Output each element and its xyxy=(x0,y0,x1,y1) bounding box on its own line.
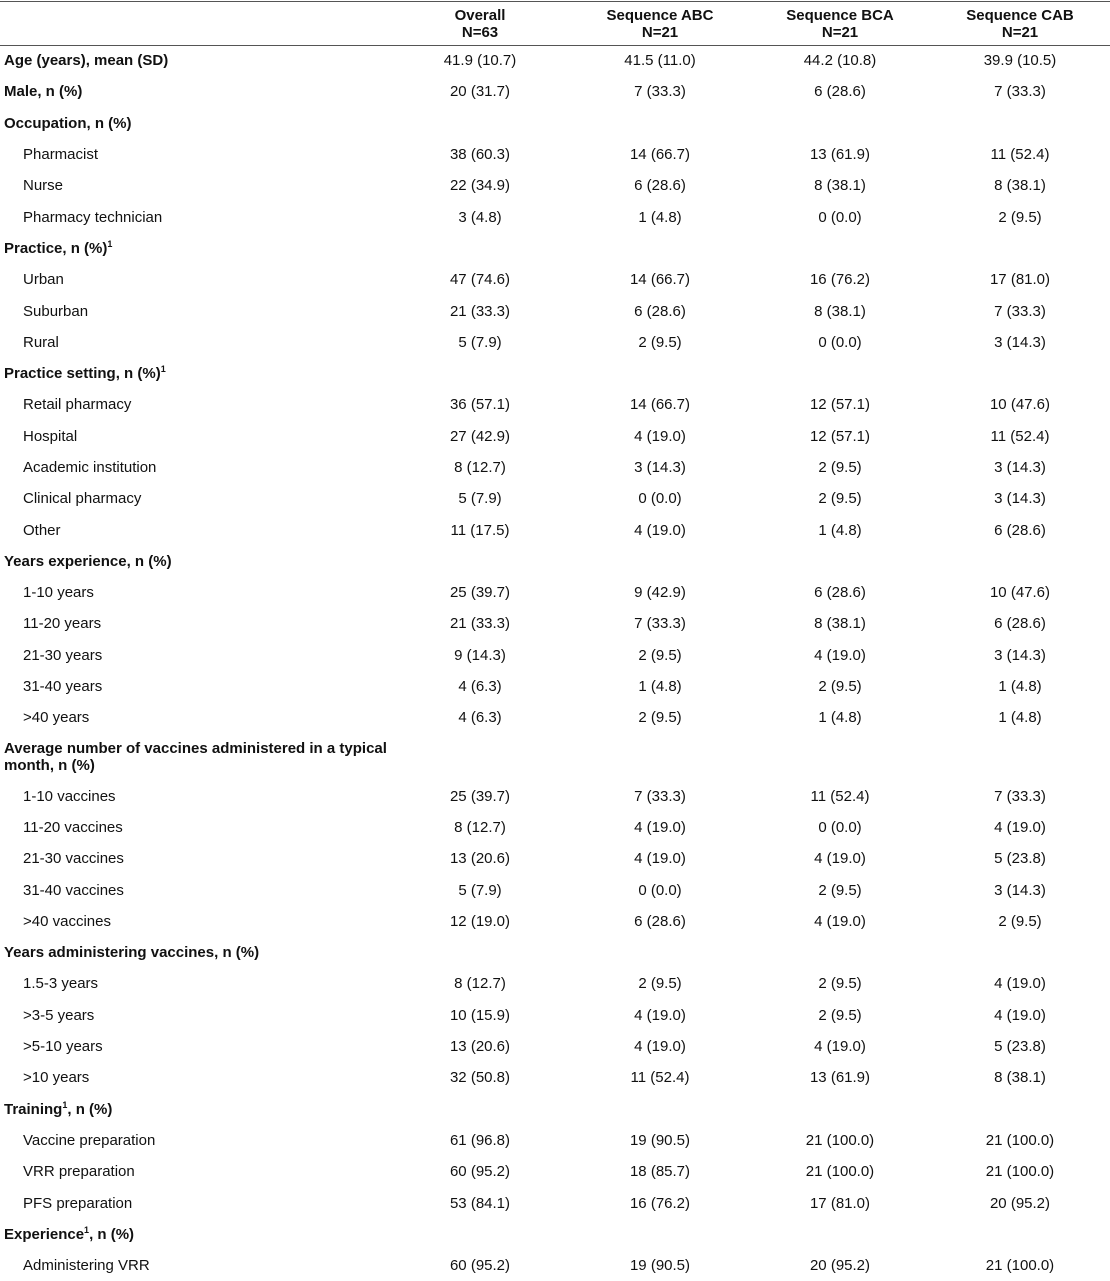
value-cell: 10 (47.6) xyxy=(989,584,1051,602)
value-cell: 0 (0.0) xyxy=(638,490,682,508)
header-cell-overall xyxy=(390,2,570,45)
value-cell: 2 (9.5) xyxy=(818,490,862,508)
value-cell: 13 (20.6) xyxy=(449,850,511,868)
table-row xyxy=(0,781,1110,812)
section-row xyxy=(0,546,1110,577)
column-n: N=21 xyxy=(1001,23,1039,41)
label-text: Vaccine preparation xyxy=(23,1131,156,1149)
value-cell: 6 (28.6) xyxy=(634,177,686,195)
value-cell: 3 (14.3) xyxy=(634,459,686,476)
label-text: >10 years xyxy=(23,1069,90,1087)
value-cell xyxy=(930,1219,1110,1250)
table-row xyxy=(0,843,1110,874)
label-text: 21-30 years xyxy=(23,646,103,664)
table-row xyxy=(0,295,1110,326)
value-cell xyxy=(750,1094,930,1125)
value-cell: 22 (34.9) xyxy=(449,177,511,195)
label-text: PFS preparation xyxy=(23,1194,133,1212)
value-cell: 3 (14.3) xyxy=(994,646,1046,664)
section-row xyxy=(0,1219,1110,1250)
section-row xyxy=(0,734,1110,781)
value-cell xyxy=(930,546,1110,577)
label-text: VRR preparation xyxy=(23,1163,135,1181)
row-label xyxy=(0,139,390,170)
value-cell: 53 (84.1) xyxy=(449,1194,511,1212)
value-cell: 32 (50.8) xyxy=(449,1069,511,1087)
table-row xyxy=(0,264,1110,295)
value-cell xyxy=(750,358,930,389)
value-cell: 18 (85.7) xyxy=(629,1163,691,1181)
value-cell: 4 (19.0) xyxy=(634,427,686,445)
value-cell: 25 (39.7) xyxy=(449,584,511,602)
value-cell xyxy=(750,734,930,781)
column-name: Sequence ABC xyxy=(606,6,714,24)
value-cell: 6 (28.6) xyxy=(994,521,1046,539)
table-header xyxy=(0,2,1110,45)
row-label xyxy=(0,201,390,232)
value-cell: 5 (23.8) xyxy=(994,850,1046,868)
label-text: Practice setting, n (%) xyxy=(4,365,161,383)
value-cell: 8 (38.1) xyxy=(814,615,866,633)
row-label xyxy=(0,421,390,452)
value-cell: 0 (0.0) xyxy=(638,881,682,899)
table-row xyxy=(0,170,1110,201)
value-cell: 2 (9.5) xyxy=(818,975,862,993)
value-cell: 5 (7.9) xyxy=(458,881,502,899)
table-row xyxy=(0,1125,1110,1156)
table-row xyxy=(0,608,1110,639)
row-label xyxy=(0,1250,390,1281)
value-cell: 12 (57.1) xyxy=(809,427,871,445)
row-label xyxy=(0,170,390,201)
value-cell: 3 (14.3) xyxy=(994,881,1046,899)
row-label xyxy=(0,452,390,483)
value-cell: 12 (57.1) xyxy=(809,396,871,414)
value-cell: 8 (38.1) xyxy=(814,302,866,320)
label-text: Experience xyxy=(4,1225,85,1243)
value-cell: 3 (4.8) xyxy=(458,208,502,226)
footnote-marker: 1 xyxy=(62,1099,68,1110)
table-row xyxy=(0,702,1110,733)
label-text: 31-40 vaccines xyxy=(23,881,124,899)
value-cell xyxy=(570,108,750,139)
value-cell: 44.2 (10.8) xyxy=(803,52,877,70)
label-text: 1-10 vaccines xyxy=(23,787,116,805)
row-label xyxy=(0,483,390,514)
value-cell: 1 (4.8) xyxy=(818,709,862,727)
value-cell: 3 (14.3) xyxy=(994,490,1046,508)
value-cell xyxy=(750,1219,930,1250)
table-row xyxy=(0,1031,1110,1062)
value-cell: 7 (33.3) xyxy=(634,787,686,805)
row-label xyxy=(0,1156,390,1187)
label-text: 1.5-3 years xyxy=(23,975,99,993)
label-text: Years experience, n (%) xyxy=(4,552,172,570)
header-cell-sequence-abc xyxy=(570,2,750,45)
table-row xyxy=(0,514,1110,545)
column-n: N=21 xyxy=(641,23,679,41)
value-cell: 11 (52.4) xyxy=(810,787,870,805)
value-cell: 12 (19.0) xyxy=(449,912,511,930)
value-cell: 7 (33.3) xyxy=(994,787,1046,805)
value-cell: 11 (52.4) xyxy=(630,1069,690,1087)
column-name: Sequence BCA xyxy=(786,6,894,24)
value-cell: 4 (19.0) xyxy=(814,850,866,868)
value-cell xyxy=(570,937,750,968)
value-cell xyxy=(930,734,1110,781)
value-cell: 10 (47.6) xyxy=(989,396,1051,414)
value-cell: 4 (6.3) xyxy=(458,709,502,727)
label-text: Suburban xyxy=(23,302,89,320)
section-row xyxy=(0,233,1110,264)
label-text: Academic institution xyxy=(23,459,157,476)
value-cell xyxy=(930,358,1110,389)
value-cell: 60 (95.2) xyxy=(449,1257,511,1275)
value-cell: 0 (0.0) xyxy=(818,818,862,836)
value-cell: 8 (12.7) xyxy=(454,818,506,836)
row-label xyxy=(0,640,390,671)
value-cell: 2 (9.5) xyxy=(818,1006,862,1024)
value-cell: 16 (76.2) xyxy=(809,271,871,289)
label-text: >40 vaccines xyxy=(23,912,111,930)
row-label xyxy=(0,577,390,608)
value-cell: 2 (9.5) xyxy=(638,646,682,664)
value-cell: 7 (33.3) xyxy=(994,83,1046,101)
value-cell: 9 (14.3) xyxy=(454,646,506,664)
label-text: 1-10 years xyxy=(23,584,94,602)
row-label xyxy=(0,671,390,702)
value-cell: 4 (19.0) xyxy=(814,1038,866,1056)
row-label xyxy=(0,702,390,733)
value-cell: 36 (57.1) xyxy=(449,396,511,414)
footnote-marker: 1 xyxy=(107,238,113,249)
value-cell: 11 (52.4) xyxy=(990,427,1050,445)
value-cell: 61 (96.8) xyxy=(449,1131,511,1149)
value-cell xyxy=(570,358,750,389)
value-cell: 6 (28.6) xyxy=(634,912,686,930)
row-label xyxy=(0,968,390,999)
label-text: Training xyxy=(4,1100,63,1118)
table-row xyxy=(0,1187,1110,1218)
value-cell xyxy=(390,937,570,968)
table-row xyxy=(0,671,1110,702)
value-cell: 17 (81.0) xyxy=(989,271,1051,289)
value-cell xyxy=(570,734,750,781)
label-text: Retail pharmacy xyxy=(23,396,132,414)
value-cell: 6 (28.6) xyxy=(634,302,686,320)
value-cell: 2 (9.5) xyxy=(998,208,1042,226)
label-text: Clinical pharmacy xyxy=(23,490,142,508)
label-text: Administering VRR xyxy=(23,1257,150,1275)
table-row xyxy=(0,1156,1110,1187)
value-cell: 0 (0.0) xyxy=(818,208,862,226)
section-row xyxy=(0,1094,1110,1125)
table-row xyxy=(0,1000,1110,1031)
label-suffix: , n (%) xyxy=(89,1225,135,1243)
value-cell: 13 (61.9) xyxy=(809,146,871,164)
table-row xyxy=(0,389,1110,420)
value-cell: 19 (90.5) xyxy=(629,1131,691,1149)
table-body xyxy=(0,45,1110,1281)
value-cell: 13 (20.6) xyxy=(449,1038,511,1056)
label-text: Years administering vaccines, n (%) xyxy=(4,944,260,962)
value-cell xyxy=(750,108,930,139)
row-label xyxy=(0,781,390,812)
value-cell: 4 (19.0) xyxy=(994,975,1046,993)
value-cell: 19 (90.5) xyxy=(629,1257,691,1275)
value-cell: 47 (74.6) xyxy=(449,271,511,289)
value-cell: 9 (42.9) xyxy=(634,584,686,602)
value-cell: 4 (19.0) xyxy=(634,1038,686,1056)
column-n: N=63 xyxy=(461,23,499,41)
label-text: 11-20 vaccines xyxy=(23,818,123,836)
column-name: Sequence CAB xyxy=(966,6,1074,24)
label-text: Pharmacist xyxy=(23,146,99,164)
section-row xyxy=(0,358,1110,389)
value-cell: 21 (100.0) xyxy=(985,1163,1055,1181)
label-text: Rural xyxy=(23,333,59,351)
value-cell xyxy=(930,1094,1110,1125)
table-row xyxy=(0,577,1110,608)
row-label xyxy=(0,1125,390,1156)
label-text: 11-20 years xyxy=(23,615,102,633)
value-cell: 4 (6.3) xyxy=(458,678,502,696)
label-text: Practice, n (%) xyxy=(4,239,108,257)
row-label xyxy=(0,1000,390,1031)
value-cell xyxy=(390,1219,570,1250)
value-cell: 1 (4.8) xyxy=(998,678,1042,696)
section-label xyxy=(0,1219,390,1250)
value-cell: 14 (66.7) xyxy=(629,271,691,289)
value-cell: 6 (28.6) xyxy=(994,615,1046,633)
value-cell: 60 (95.2) xyxy=(449,1163,511,1181)
row-label xyxy=(0,389,390,420)
value-cell xyxy=(930,233,1110,264)
value-cell: 38 (60.3) xyxy=(449,146,511,164)
value-cell: 4 (19.0) xyxy=(994,1006,1046,1024)
section-label xyxy=(0,546,390,577)
section-row xyxy=(0,108,1110,139)
value-cell: 25 (39.7) xyxy=(449,787,511,805)
value-cell: 3 (14.3) xyxy=(994,333,1046,351)
value-cell: 4 (19.0) xyxy=(634,1006,686,1024)
value-cell: 5 (7.9) xyxy=(458,490,502,508)
value-cell xyxy=(390,734,570,781)
value-cell xyxy=(570,546,750,577)
section-label xyxy=(0,108,390,139)
section-label xyxy=(0,45,390,76)
label-text: >3-5 years xyxy=(23,1006,95,1024)
value-cell: 39.9 (10.5) xyxy=(983,52,1057,70)
label-text: >5-10 years xyxy=(23,1038,103,1056)
footnote-marker: 1 xyxy=(160,364,166,375)
table-row xyxy=(0,968,1110,999)
value-cell: 7 (33.3) xyxy=(994,302,1046,320)
section-label xyxy=(0,937,390,968)
section-label xyxy=(0,233,390,264)
row-label xyxy=(0,1062,390,1093)
header-cell-sequence-bca xyxy=(750,2,930,45)
value-cell: 11 (52.4) xyxy=(990,146,1050,164)
value-cell xyxy=(930,108,1110,139)
label-text: Age (years), mean (SD) xyxy=(4,52,169,70)
value-cell: 8 (38.1) xyxy=(814,177,866,195)
label-text: Average number of vaccines administered in a typical month, n (%) xyxy=(4,740,387,775)
value-cell: 1 (4.8) xyxy=(818,521,862,539)
value-cell: 0 (0.0) xyxy=(818,333,862,351)
label-text: Other xyxy=(23,521,61,539)
value-cell: 7 (33.3) xyxy=(634,615,686,633)
label-suffix: , n (%) xyxy=(67,1100,113,1118)
value-cell: 21 (100.0) xyxy=(805,1163,875,1181)
column-name: Overall xyxy=(454,6,506,24)
value-cell: 8 (12.7) xyxy=(454,975,506,993)
table-row xyxy=(0,874,1110,905)
value-cell: 8 (38.1) xyxy=(994,1069,1046,1087)
row-label xyxy=(0,514,390,545)
row-label xyxy=(0,327,390,358)
section-label xyxy=(0,358,390,389)
value-cell: 16 (76.2) xyxy=(629,1194,691,1212)
value-cell: 17 (81.0) xyxy=(809,1194,871,1212)
label-text: Hospital xyxy=(23,427,78,445)
value-cell: 3 (14.3) xyxy=(994,459,1046,476)
row-label xyxy=(0,1187,390,1218)
section-label xyxy=(0,734,390,781)
table-row xyxy=(0,1062,1110,1093)
value-cell: 21 (100.0) xyxy=(985,1131,1055,1149)
section-row xyxy=(0,937,1110,968)
value-cell: 21 (33.3) xyxy=(449,302,511,320)
value-cell: 2 (9.5) xyxy=(818,678,862,696)
row-label xyxy=(0,874,390,905)
header-cell-sequence-cab xyxy=(930,2,1110,45)
value-cell: 4 (19.0) xyxy=(634,850,686,868)
header-cell-label xyxy=(0,2,390,45)
value-cell: 4 (19.0) xyxy=(634,521,686,539)
value-cell: 5 (23.8) xyxy=(994,1038,1046,1056)
label-text: Male, n (%) xyxy=(4,83,83,101)
value-cell: 27 (42.9) xyxy=(449,427,511,445)
value-cell xyxy=(390,358,570,389)
value-cell: 2 (9.5) xyxy=(638,975,682,993)
table-row xyxy=(0,906,1110,937)
value-cell xyxy=(390,546,570,577)
value-cell xyxy=(390,1094,570,1125)
value-cell: 2 (9.5) xyxy=(818,459,862,476)
value-cell: 6 (28.6) xyxy=(814,584,866,602)
table-row xyxy=(0,327,1110,358)
value-cell: 4 (19.0) xyxy=(814,912,866,930)
value-cell: 4 (19.0) xyxy=(634,818,686,836)
footnote-marker: 1 xyxy=(84,1224,90,1235)
section-label xyxy=(0,76,390,107)
header-row xyxy=(0,2,1110,45)
row-label xyxy=(0,812,390,843)
value-cell xyxy=(570,233,750,264)
value-cell: 2 (9.5) xyxy=(818,881,862,899)
value-cell: 14 (66.7) xyxy=(629,146,691,164)
value-cell xyxy=(750,233,930,264)
value-cell xyxy=(930,937,1110,968)
section-label xyxy=(0,1094,390,1125)
value-cell: 5 (7.9) xyxy=(458,333,502,351)
label-text: Nurse xyxy=(23,177,64,195)
value-cell: 8 (38.1) xyxy=(994,177,1046,195)
value-cell: 2 (9.5) xyxy=(998,912,1042,930)
row-label xyxy=(0,264,390,295)
value-cell xyxy=(570,1094,750,1125)
value-cell: 8 (12.7) xyxy=(454,459,506,476)
row-label xyxy=(0,906,390,937)
table-row xyxy=(0,640,1110,671)
row-label xyxy=(0,1031,390,1062)
label-text: 21-30 vaccines xyxy=(23,850,124,868)
label-text: Occupation, n (%) xyxy=(4,114,132,132)
value-cell: 2 (9.5) xyxy=(638,333,682,351)
value-cell: 10 (15.9) xyxy=(449,1006,511,1024)
label-text: Pharmacy technician xyxy=(23,208,163,226)
section-row xyxy=(0,45,1110,76)
value-cell xyxy=(750,937,930,968)
value-cell: 4 (19.0) xyxy=(994,818,1046,836)
value-cell xyxy=(750,546,930,577)
value-cell: 41.5 (11.0) xyxy=(624,52,696,70)
value-cell xyxy=(570,1219,750,1250)
value-cell: 20 (31.7) xyxy=(449,83,511,101)
value-cell: 2 (9.5) xyxy=(638,709,682,727)
value-cell: 20 (95.2) xyxy=(989,1194,1051,1212)
value-cell: 20 (95.2) xyxy=(809,1257,871,1275)
value-cell: 4 (19.0) xyxy=(814,646,866,664)
value-cell: 11 (17.5) xyxy=(450,521,510,539)
value-cell: 6 (28.6) xyxy=(814,83,866,101)
value-cell: 21 (100.0) xyxy=(805,1131,875,1149)
label-text: Urban xyxy=(23,271,64,289)
table-row xyxy=(0,201,1110,232)
value-cell xyxy=(390,233,570,264)
value-cell: 1 (4.8) xyxy=(638,678,682,696)
table-row xyxy=(0,483,1110,514)
row-label xyxy=(0,608,390,639)
row-label xyxy=(0,295,390,326)
header-rule xyxy=(0,45,1110,46)
value-cell: 1 (4.8) xyxy=(998,709,1042,727)
value-cell: 1 (4.8) xyxy=(638,208,682,226)
table-row xyxy=(0,139,1110,170)
value-cell: 21 (100.0) xyxy=(985,1257,1055,1275)
value-cell: 13 (61.9) xyxy=(809,1069,871,1087)
value-cell xyxy=(390,108,570,139)
label-text: >40 years xyxy=(23,709,90,727)
table-row xyxy=(0,1250,1110,1281)
label-text: 31-40 years xyxy=(23,678,103,696)
section-row xyxy=(0,76,1110,107)
value-cell: 7 (33.3) xyxy=(634,83,686,101)
table-row xyxy=(0,421,1110,452)
row-label xyxy=(0,843,390,874)
table-row xyxy=(0,452,1110,483)
value-cell: 21 (33.3) xyxy=(449,615,511,633)
value-cell: 41.9 (10.7) xyxy=(443,52,517,70)
table-row xyxy=(0,812,1110,843)
value-cell: 14 (66.7) xyxy=(629,396,691,414)
demographics-table xyxy=(0,2,1110,1281)
column-n: N=21 xyxy=(821,23,859,41)
